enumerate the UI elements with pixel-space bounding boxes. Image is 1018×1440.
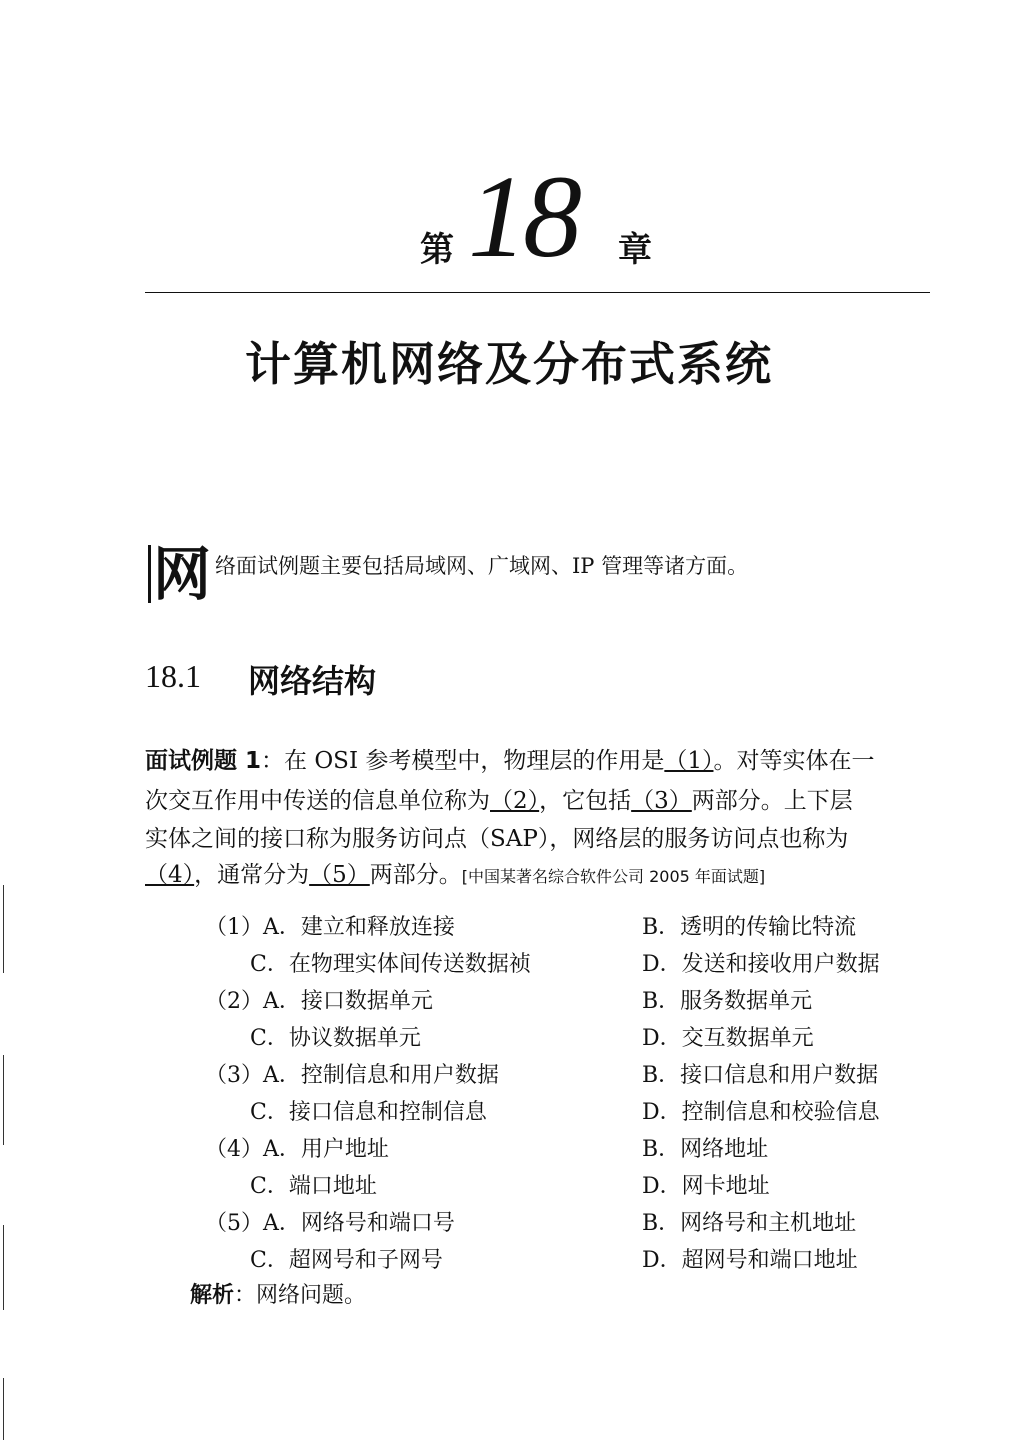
option-d: D．发送和接收用户数据 xyxy=(642,952,880,977)
blank-5: （5） xyxy=(309,862,370,888)
chapter-prefix: 第 xyxy=(420,230,454,270)
option-b: B．服务数据单元 xyxy=(642,989,813,1014)
question-source: [中国某著名综合软件公司 2005 年面试题] xyxy=(461,867,766,886)
blank-4: （4） xyxy=(145,862,195,888)
analysis xyxy=(190,1278,366,1309)
section-number: 18.1 xyxy=(145,658,201,694)
question-line-2: 次交互作用中传送的信息单位称为（2），它包括（3）两部分。上下层 xyxy=(145,788,853,814)
scan-margin-mark xyxy=(3,1055,4,1145)
chapter-title: 计算机网络及分布式系统 xyxy=(245,337,773,391)
option-row: （4）A．用户地址 xyxy=(205,1137,389,1162)
chapter-suffix: 章 xyxy=(618,230,652,270)
option-d: D．超网号和端口地址 xyxy=(642,1248,858,1273)
question-line-1: 面试例题 1：在 OSI 参考模型中，物理层的作用是（1）。对等实体在一 xyxy=(145,748,875,774)
intro-drop-cap: 网 xyxy=(148,545,211,603)
option-row: （1）A．建立和释放连接 xyxy=(205,915,455,940)
option-c: C．协议数据单元 xyxy=(250,1026,421,1051)
question-line-4: （4），通常分为（5）两部分。[中国某著名综合软件公司 2005 年面试题] xyxy=(145,862,766,888)
intro-text: 络面试例题主要包括局域网、广域网、IP 管理等诸方面。 xyxy=(215,554,749,578)
section-title: 网络结构 xyxy=(248,662,377,700)
option-d: D．网卡地址 xyxy=(642,1174,770,1199)
option-b: B．网络号和主机地址 xyxy=(642,1211,857,1236)
option-d: D．控制信息和校验信息 xyxy=(642,1100,880,1125)
option-b: B．网络地址 xyxy=(642,1137,769,1162)
option-b: B．接口信息和用户数据 xyxy=(642,1063,879,1088)
chapter-number: 18 xyxy=(468,151,578,282)
option-row: （5）A．网络号和端口号 xyxy=(205,1211,455,1236)
option-c: C．在物理实体间传送数据祯 xyxy=(250,952,531,977)
option-row: （2）A．接口数据单元 xyxy=(205,989,433,1014)
scan-margin-mark xyxy=(3,885,4,973)
option-d: D．交互数据单元 xyxy=(642,1026,814,1051)
scan-margin-mark xyxy=(3,1378,4,1440)
chapter-divider xyxy=(145,292,930,293)
analysis-text: ：网络问题。 xyxy=(234,1283,367,1308)
blank-1: （1） xyxy=(664,748,714,774)
option-c: C．端口地址 xyxy=(250,1174,377,1199)
option-c: C．接口信息和控制信息 xyxy=(250,1100,487,1125)
option-c: C．超网号和子网号 xyxy=(250,1248,443,1273)
question-line-3: 实体之间的接口称为服务访问点（SAP），网络层的服务访问点也称为 xyxy=(145,826,849,852)
blank-3: （3） xyxy=(631,788,692,814)
scan-margin-mark xyxy=(3,1225,4,1310)
analysis-label: 解析 xyxy=(190,1283,235,1308)
option-row: （3）A．控制信息和用户数据 xyxy=(205,1063,499,1088)
blank-2: （2） xyxy=(490,788,540,814)
option-b: B．透明的传输比特流 xyxy=(642,915,857,940)
question-label: 面试例题 1 xyxy=(145,748,262,774)
